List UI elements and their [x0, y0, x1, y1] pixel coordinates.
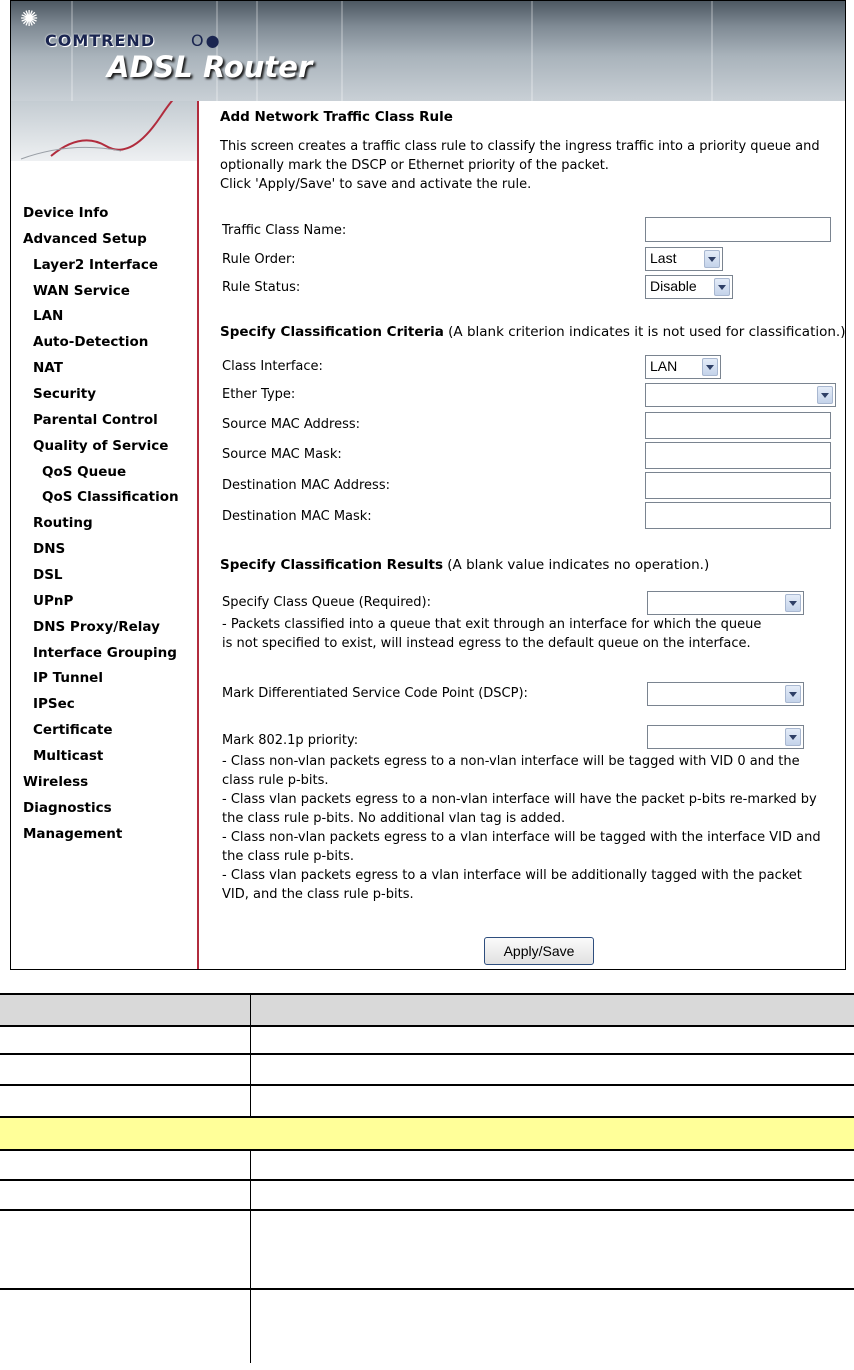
rule-order-value: Last: [650, 250, 677, 266]
source-mac-mask-input[interactable]: [645, 442, 831, 469]
dscp-label: Mark Differentiated Service Code Point (DSCP):: [222, 686, 528, 701]
brand-dots: O●: [191, 31, 222, 50]
source-mac-mask-label: Source MAC Mask:: [222, 447, 342, 462]
comtrend-logo-icon: ✺: [20, 7, 39, 32]
nav-multicast[interactable]: Multicast: [33, 748, 104, 764]
sidebar-nav: [11, 161, 199, 969]
destination-mac-address-label: Destination MAC Address:: [222, 478, 390, 493]
nav-layer2-interface[interactable]: Layer2 Interface: [33, 257, 159, 273]
nav-certificate[interactable]: Certificate: [33, 722, 113, 738]
banner-left-panel: [11, 101, 197, 161]
source-mac-address-input[interactable]: [645, 412, 831, 439]
chevron-down-icon: [714, 278, 730, 296]
router-page-frame: [10, 0, 846, 970]
priority-note-line7: - Class vlan packets egress to a vlan interface will be additionally tagged with the packet: [222, 868, 802, 883]
table-row: [0, 1290, 854, 1363]
class-queue-select[interactable]: [647, 591, 804, 615]
nav-auto-detection[interactable]: Auto-Detection: [33, 334, 149, 350]
nav-ipsec[interactable]: IPSec: [33, 696, 75, 712]
priority-note-line6: the class rule p-bits.: [222, 849, 355, 864]
traffic-class-name-label: Traffic Class Name:: [222, 223, 347, 238]
destination-mac-mask-input[interactable]: [645, 502, 831, 529]
table-header-row: [0, 993, 854, 1027]
nav-interface-grouping[interactable]: Interface Grouping: [33, 645, 177, 661]
8021p-priority-label: Mark 802.1p priority:: [222, 733, 359, 748]
table-row: [0, 1055, 854, 1086]
nav-device-info[interactable]: Device Info: [23, 205, 109, 221]
page-description-line2: optionally mark the DSCP or Ethernet priority of the packet.: [220, 158, 609, 173]
graph-swoosh-icon: [11, 101, 197, 161]
table-row: [0, 1151, 854, 1181]
nav-lan[interactable]: LAN: [33, 308, 64, 324]
nav-ip-tunnel[interactable]: IP Tunnel: [33, 670, 103, 686]
header-banner: [11, 1, 845, 101]
table-section-row: [0, 1118, 854, 1151]
chevron-down-icon: [704, 250, 720, 268]
class-queue-note-line1: - Packets classified into a queue that exit through an interface for which the queue: [222, 617, 762, 632]
8021p-priority-select[interactable]: [647, 725, 804, 749]
chevron-down-icon: [785, 728, 801, 746]
class-queue-label: Specify Class Queue (Required):: [222, 595, 431, 610]
nav-quality-of-service[interactable]: Quality of Service: [33, 438, 169, 454]
source-mac-address-label: Source MAC Address:: [222, 417, 361, 432]
nav-advanced-setup[interactable]: Advanced Setup: [23, 231, 147, 247]
nav-upnp[interactable]: UPnP: [33, 593, 74, 609]
product-name: ADSL Router: [107, 50, 313, 84]
nav-qos-queue[interactable]: QoS Queue: [42, 464, 127, 480]
ether-type-select[interactable]: [645, 383, 836, 407]
table-row: [0, 1211, 854, 1290]
priority-note-line2: class rule p-bits.: [222, 773, 329, 788]
criteria-heading-note: (A blank criterion indicates it is not used for classification.): [443, 324, 846, 340]
destination-mac-mask-label: Destination MAC Mask:: [222, 509, 372, 524]
nav-dns[interactable]: DNS: [33, 541, 66, 557]
page-description-line1: This screen creates a traffic class rule to classify the ingress traffic into a priority queue and: [220, 139, 820, 154]
table-row: [0, 1027, 854, 1055]
nav-security[interactable]: Security: [33, 386, 97, 402]
nav-dsl[interactable]: DSL: [33, 567, 63, 583]
page-description-line3: Click 'Apply/Save' to save and activate the rule.: [220, 177, 532, 192]
priority-note-line4: the class rule p-bits. No additional vlan tag is added.: [222, 811, 566, 826]
dscp-select[interactable]: [647, 682, 804, 706]
rule-order-select[interactable]: [645, 247, 723, 271]
priority-note-line3: - Class vlan packets egress to a non-vlan interface will have the packet p-bits re-marked by: [222, 792, 817, 807]
nav-qos-classification[interactable]: QoS Classification: [42, 489, 179, 505]
ether-type-label: Ether Type:: [222, 387, 296, 402]
apply-save-button[interactable]: Apply/Save: [484, 937, 594, 965]
chevron-down-icon: [785, 685, 801, 703]
nav-nat[interactable]: NAT: [33, 360, 63, 376]
rule-status-select[interactable]: [645, 275, 733, 299]
table-row: [0, 1181, 854, 1211]
rule-status-value: Disable: [650, 278, 697, 294]
brand-name: COMTREND: [45, 31, 156, 50]
classification-criteria-heading: [220, 324, 846, 340]
traffic-class-name-input[interactable]: [645, 217, 831, 242]
table-row: [0, 1086, 854, 1118]
results-heading-text: Specify Classification Results: [220, 557, 443, 573]
chevron-down-icon: [702, 358, 718, 376]
chevron-down-icon: [785, 594, 801, 612]
nav-parental-control[interactable]: Parental Control: [33, 412, 158, 428]
rule-order-label: Rule Order:: [222, 252, 296, 267]
priority-note-line8: VID, and the class rule p-bits.: [222, 887, 414, 902]
nav-wireless[interactable]: Wireless: [23, 774, 89, 790]
class-interface-select[interactable]: [645, 355, 721, 379]
nav-routing[interactable]: Routing: [33, 515, 93, 531]
nav-management[interactable]: Management: [23, 826, 123, 842]
priority-note-line1: - Class non-vlan packets egress to a non-vlan interface will be tagged with VID 0 and the: [222, 754, 800, 769]
class-interface-label: Class Interface:: [222, 359, 323, 374]
class-queue-note-line2: is not specified to exist, will instead egress to the default queue on the interface.: [222, 636, 751, 651]
chevron-down-icon: [817, 386, 833, 404]
results-heading-note: (A blank value indicates no operation.): [443, 557, 710, 573]
class-interface-value: LAN: [650, 358, 678, 374]
nav-dns-proxy-relay[interactable]: DNS Proxy/Relay: [33, 619, 160, 635]
destination-mac-address-input[interactable]: [645, 472, 831, 499]
page-title: Add Network Traffic Class Rule: [220, 109, 453, 125]
nav-diagnostics[interactable]: Diagnostics: [23, 800, 112, 816]
nav-wan-service[interactable]: WAN Service: [33, 283, 130, 299]
priority-note-line5: - Class non-vlan packets egress to a vlan interface will be tagged with the interface VID and: [222, 830, 821, 845]
rule-status-label: Rule Status:: [222, 280, 301, 295]
classification-results-heading: [220, 557, 709, 573]
criteria-heading-text: Specify Classification Criteria: [220, 324, 444, 340]
main-content: [220, 101, 845, 969]
